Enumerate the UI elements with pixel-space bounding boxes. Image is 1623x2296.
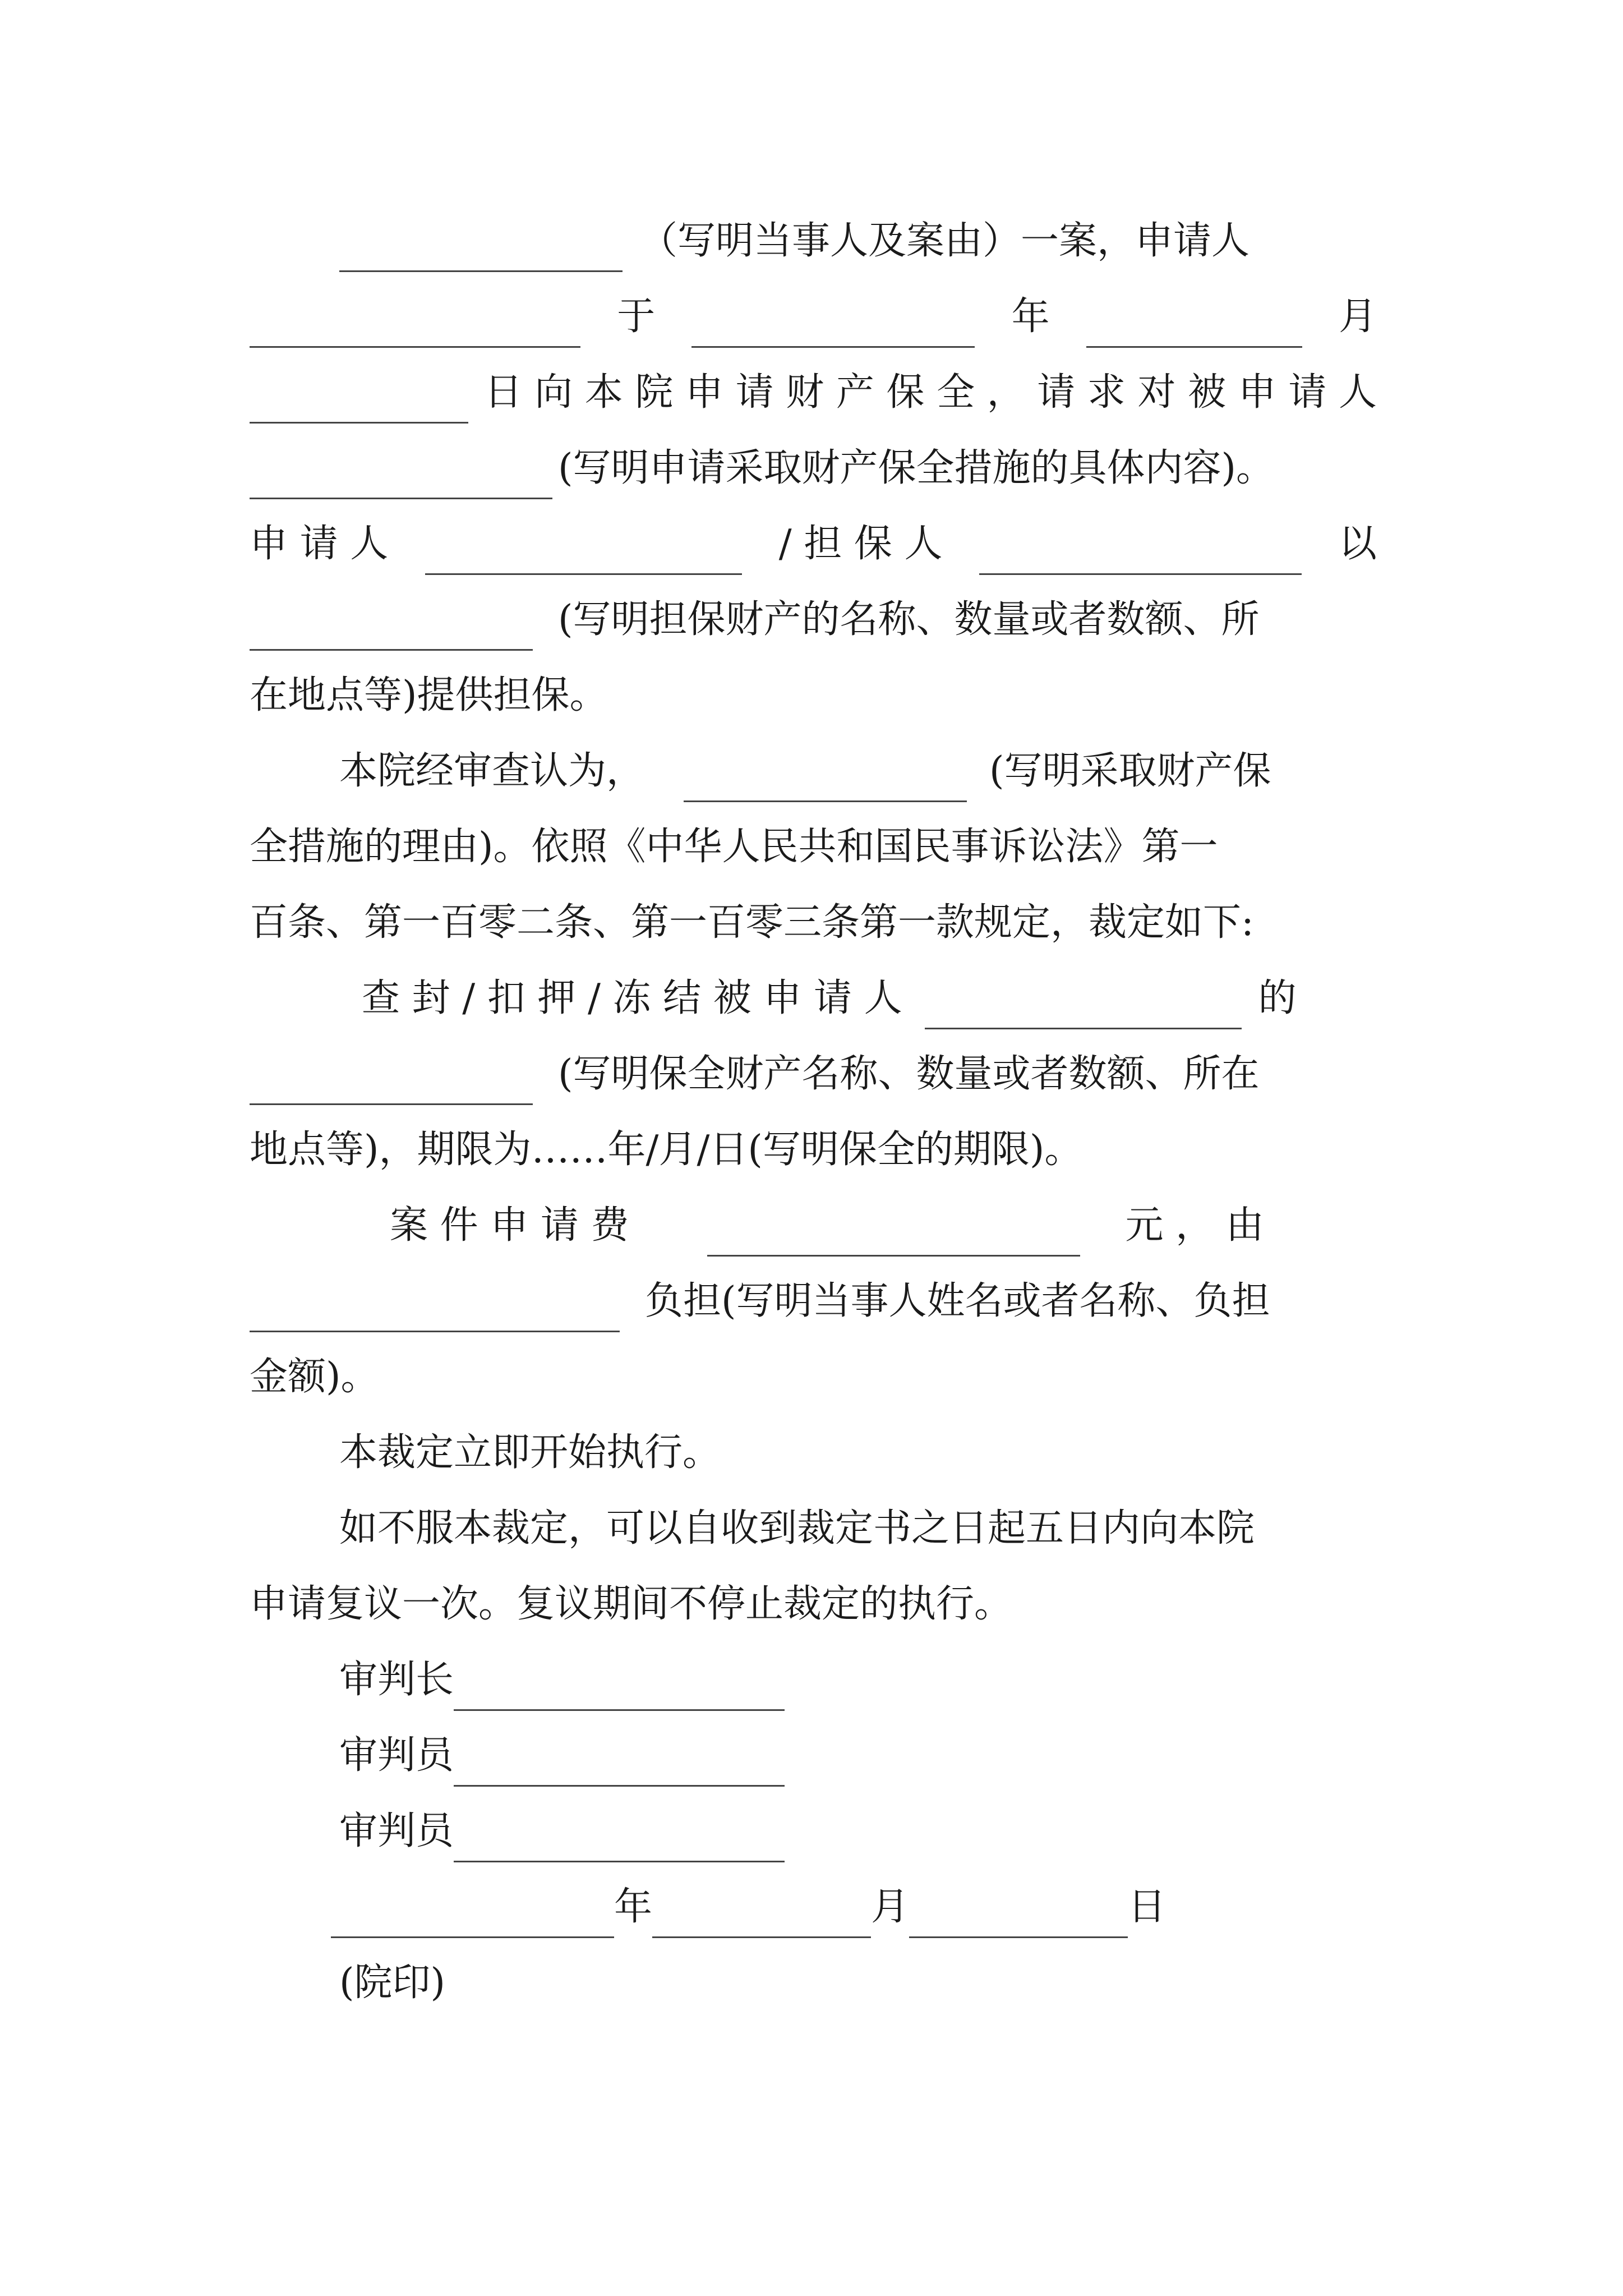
line8-text: 本院经审查认为， (339, 749, 645, 793)
blank-guarantor (979, 534, 1302, 575)
court-seal-label: (院印) (339, 1961, 446, 2005)
paragraph-line-16 (250, 1346, 1377, 1408)
paragraph-line-4 (250, 438, 1377, 499)
blank-ruling-month (652, 1897, 871, 1938)
blank-chief-judge (454, 1670, 785, 1711)
label-yu: 于 (617, 295, 656, 339)
line13-text: 地点等)，期限为……年/月/日(写明保全的期限)。 (250, 1128, 1083, 1172)
paragraph-line-19 (250, 1573, 1377, 1635)
line15-text: 负担(写明当事人姓名或者名称、负担 (645, 1279, 1270, 1323)
label-judge-2: 审判员 (339, 1809, 454, 1853)
signature-judge-2 (250, 1801, 1377, 1862)
paragraph-line-8 (250, 740, 1377, 802)
paragraph-line-18 (250, 1498, 1377, 1559)
paragraph-line-9 (250, 816, 1377, 878)
paragraph-line-3 (250, 362, 1377, 424)
line1-text: （写明当事人及案由）一案，申请人 (639, 219, 1250, 263)
paragraph-line-12 (250, 1043, 1377, 1105)
blank-guarantee-applicant (425, 534, 742, 575)
line12-text: (写明保全财产名称、数量或者数额、所在 (558, 1052, 1260, 1096)
court-seal-line (250, 1952, 1377, 2014)
blank-apply-day (250, 383, 468, 424)
line19-text: 申请复议一次。复议期间不停止裁定的执行。 (250, 1582, 1013, 1626)
line4-text: (写明申请采取财产保全措施的具体内容)。 (558, 446, 1275, 490)
label-yi: 以 (1338, 522, 1377, 566)
line7-text: 在地点等)提供担保。 (250, 673, 608, 717)
line9-text: 全措施的理由)。依照《中华人民共和国民事诉讼法》第一 (250, 825, 1218, 869)
label-year: 年 (1011, 295, 1050, 339)
paragraph-line-2 (250, 286, 1377, 348)
blank-fee-amount (707, 1216, 1080, 1257)
blank-ruling-year (331, 1897, 614, 1938)
label-month: 月 (1338, 295, 1377, 339)
blank-judge-2 (454, 1821, 785, 1862)
blank-fee-payer (250, 1291, 620, 1332)
paragraph-line-13 (250, 1119, 1377, 1181)
paragraph-line-15 (250, 1271, 1377, 1332)
label-chief-judge: 审判长 (339, 1658, 454, 1702)
paragraph-line-7 (250, 665, 1377, 726)
label-guarantor: / 担 保 人 (778, 522, 943, 566)
signature-judge-1 (250, 1725, 1377, 1787)
blank-ruling-day (909, 1897, 1128, 1938)
line10-text: 百条、第一百零二条、第一百零三条第一款规定，裁定如下: (250, 900, 1254, 945)
label-applicant: 申 请 人 (250, 522, 389, 566)
line8-text-2: (写明采取财产保 (989, 749, 1271, 793)
paragraph-line-17 (250, 1422, 1377, 1484)
label-ruling-year: 年 (614, 1885, 653, 1929)
signature-chief-judge (250, 1649, 1377, 1711)
line17-text: 本裁定立即开始执行。 (339, 1430, 721, 1475)
line14-text: 案 件 申 请 费 (390, 1203, 629, 1248)
blank-apply-month (1086, 307, 1302, 348)
blank-seized-respondent (925, 988, 1242, 1029)
blank-preserved-property (250, 1064, 533, 1105)
label-ruling-day: 日 (1128, 1885, 1166, 1929)
line18-text: 如不服本裁定，可以自收到裁定书之日起五日内向本院 (339, 1506, 1255, 1550)
line6-text: (写明担保财产的名称、数量或者数额、所 (558, 597, 1260, 642)
paragraph-line-1 (250, 210, 1377, 272)
line14-text-2: 元 ， 由 (1125, 1203, 1264, 1248)
paragraph-line-6 (250, 589, 1377, 651)
line3-text: 日 向 本 院 申 请 财 产 保 全 ， 请 求 对 被 申 请 人 (484, 370, 1377, 415)
blank-judge-1 (454, 1746, 785, 1787)
blank-guarantee-property (250, 610, 533, 651)
blank-applicant (250, 307, 580, 348)
label-judge-1: 审判员 (339, 1733, 454, 1778)
paragraph-line-11 (250, 968, 1377, 1029)
paragraph-line-14 (250, 1195, 1377, 1257)
label-ruling-month: 月 (871, 1885, 910, 1929)
paragraph-line-10 (250, 892, 1377, 954)
blank-respondent (250, 458, 552, 499)
blank-case-parties (339, 231, 623, 272)
line16-text: 金额)。 (250, 1355, 379, 1399)
blank-apply-year (691, 307, 975, 348)
paragraph-line-5 (250, 513, 1377, 575)
label-de: 的 (1258, 976, 1297, 1020)
line11-text: 查 封 / 扣 押 / 冻 结 被 申 请 人 (362, 976, 902, 1020)
date-line (250, 1876, 1377, 1938)
blank-reasons (684, 761, 967, 802)
